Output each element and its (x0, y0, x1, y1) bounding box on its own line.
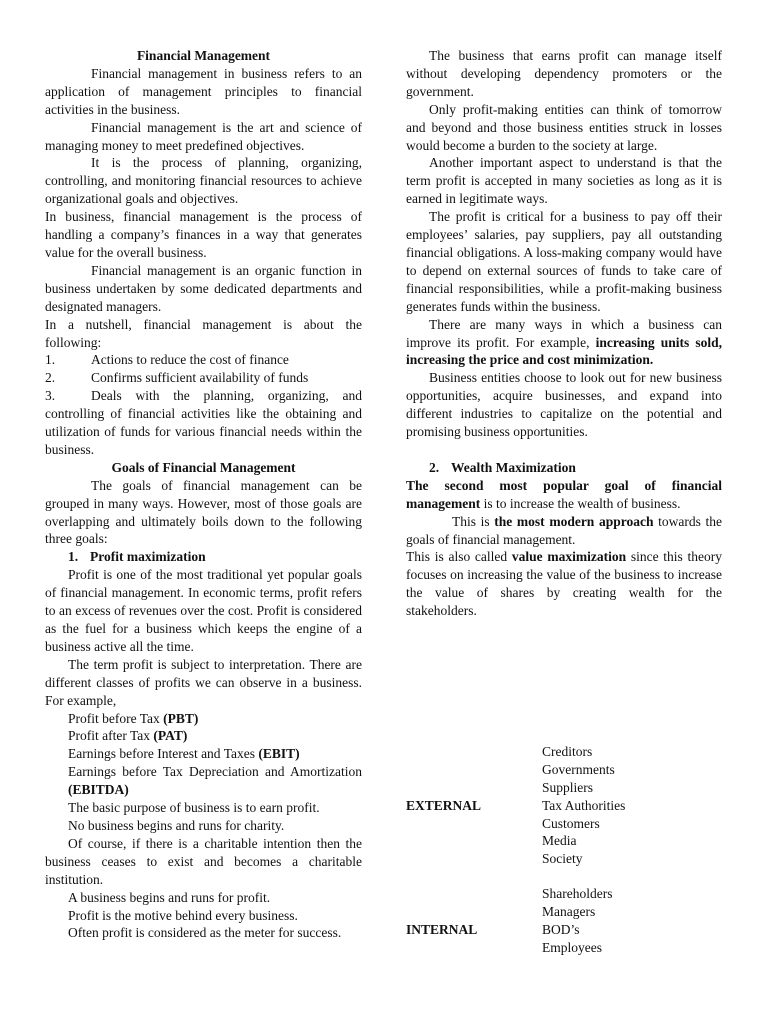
paragraph-text: is to increase the wealth of business. (480, 495, 681, 511)
paragraph: A business begins and runs for profit. (68, 889, 271, 905)
paragraph (406, 316, 722, 370)
paragraph: Business entities choose to look out for new business opportunities, acquire businesses, and expand into different industries to capitalize on the potential and promising business opportunities. (406, 370, 722, 440)
paragraph (406, 477, 722, 513)
section-number: 2. (429, 459, 440, 475)
paragraph: Financial management in business refers to an application of management principles to financial activities in the business. (45, 65, 362, 117)
list-item: Creditors (542, 744, 593, 759)
paragraph: Often profit is considered as the meter for success. (68, 925, 342, 941)
paragraph: Of course, if there is a charitable intention then the business ceases to exist and becomes a charitable institution. (45, 835, 362, 887)
paragraph: No business begins and runs for charity. (68, 817, 285, 833)
list-text: Actions to reduce the cost of finance (91, 352, 289, 368)
paragraph: The goals of financial management can be grouped in many ways. However, most of those goals are overlapping and ultimately boils down to the following three goals: (45, 477, 362, 547)
list-item: Customers (542, 815, 600, 831)
section-heading-text: Wealth Maximization (451, 459, 576, 475)
section-heading-text: Profit maximization (90, 549, 206, 565)
example-text: Earnings before Interest and Taxes (68, 746, 259, 762)
list-item: Governments (542, 761, 615, 777)
left-column (45, 47, 362, 942)
paragraph: The profit is critical for a business to pay off their employees’ salaries, pay suppliers, pay all outstanding financial obligations. A loss-making company would have to depend on external sources of funds to take care of financial responsibilities, while a profit-making business generates funds within the business. (406, 209, 722, 314)
paragraph-text: There are many ways in which a business can improve its profit. For example, (406, 316, 722, 350)
list-item (45, 351, 362, 369)
paragraph-text: This is (452, 513, 495, 529)
paragraph: Profit is the motive behind every business. (68, 907, 298, 923)
paragraph-bold: value maximization (511, 549, 627, 565)
example-item (45, 745, 362, 763)
paragraph-bold: increasing units sold, increasing the price and cost minimization. (406, 334, 722, 368)
example-text: Profit before Tax (68, 710, 164, 726)
list-number: 1. (45, 352, 56, 368)
example-abbr: (PAT) (153, 728, 188, 744)
example-item (45, 710, 362, 728)
paragraph: The business that earns profit can manage itself without developing dependency promoters or the government. (406, 48, 722, 99)
document-title: Financial Management (136, 48, 271, 63)
list-item: Society (542, 851, 583, 867)
section-title: Goals of Financial Management (111, 459, 296, 475)
paragraph-bold: the most modern approach (494, 513, 654, 529)
paragraph: In business, financial management is the process of handling a company’s finances in a way that generates value for the overall business. (45, 209, 362, 260)
external-label: EXTERNAL (406, 797, 482, 813)
paragraph: The basic purpose of business is to earn profit. (68, 800, 320, 816)
paragraph-text: since this theory focuses on increasing the value of the business to increase the value of shares by creating wealth for the stakeholders. (406, 549, 722, 619)
section-number: 1. (68, 549, 79, 565)
paragraph: The term profit is subject to interpretation. There are different classes of profits we can observe in a business. For example, (45, 656, 362, 708)
example-text: Earnings before Tax Depreciation and Amortization (68, 764, 362, 780)
section-heading-profit (45, 548, 362, 566)
paragraph-text: towards the goals of financial management. (406, 513, 722, 547)
list-item: Media (542, 833, 577, 849)
internal-label: INTERNAL (406, 921, 478, 937)
internal-list (542, 885, 612, 957)
list-number: 3. (45, 388, 56, 404)
list-item: Shareholders (542, 886, 613, 901)
list-item: Tax Authorities (542, 797, 626, 813)
paragraph: Financial management is the art and science of managing money to meet predefined objectives. (45, 119, 362, 153)
list-item: Employees (542, 939, 602, 955)
paragraph: In a nutshell, financial management is about the following: (45, 316, 362, 350)
list-text: Confirms sufficient availability of funds (91, 370, 309, 386)
example-abbr: (EBIT) (258, 746, 300, 762)
paragraph: Only profit-making entities can think of tomorrow and beyond and those business entities struck in losses would become a burden to the society at large. (406, 101, 722, 153)
paragraph: It is the process of planning, organizing, controlling, and monitoring financial resources to achieve organizational goals and objectives. (45, 155, 362, 207)
paragraph: Financial management is an organic function in business undertaken by some dedicated departments and designated managers. (45, 262, 362, 314)
paragraph-bold: The second most popular goal of financial management (406, 477, 722, 511)
list-item (45, 369, 362, 387)
example-text: Profit after Tax (68, 728, 154, 744)
list-item: Managers (542, 903, 596, 919)
list-item: Suppliers (542, 779, 594, 795)
paragraph: Another important aspect to understand is that the term profit is accepted in many societies as long as it is earned in legitimate ways. (406, 155, 722, 207)
example-abbr: (EBITDA) (68, 782, 129, 798)
example-item (45, 763, 362, 799)
paragraph (406, 513, 722, 549)
right-column (406, 47, 722, 620)
list-text: Deals with the planning, organizing, and controlling of financial activities like the obtaining and utilization of funds for various financial needs within the business. (45, 388, 362, 457)
list-item: BOD’s (542, 921, 580, 937)
paragraph (406, 548, 722, 620)
external-list (542, 743, 625, 868)
list-item (45, 387, 362, 459)
list-number: 2. (45, 370, 56, 386)
paragraph-text: This is also called (406, 549, 512, 565)
paragraph: Profit is one of the most traditional yet popular goals of financial management. In economic terms, profit refers to an excess of revenues over the cost. Profit is considered as the fuel for a business which keeps the engine of a business active all the time. (45, 567, 362, 654)
example-item (45, 727, 362, 745)
spacer (406, 441, 722, 459)
example-abbr: (PBT) (163, 710, 199, 726)
section-heading-wealth (406, 459, 722, 477)
